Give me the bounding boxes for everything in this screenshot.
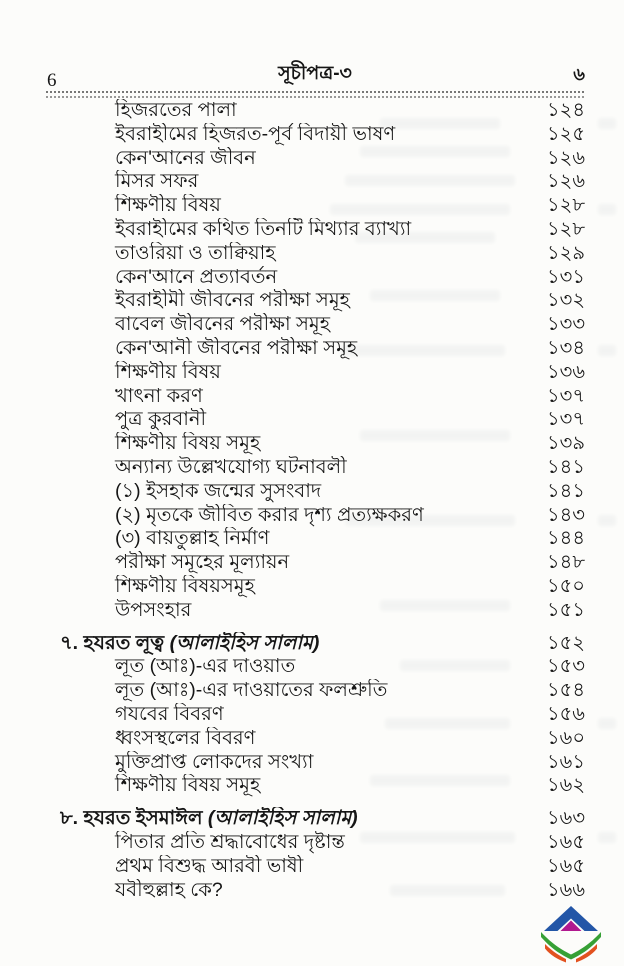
toc-entry-label: প্রথম বিশুদ্ধ আরবী ভাষী [115, 854, 304, 877]
toc-entry-page: ১৬৫ [547, 830, 585, 853]
bleed-through-artifact [598, 832, 616, 843]
toc-entry-label: কেন'আনের জীবন [115, 146, 256, 169]
toc-entry-label: উপসংহার [115, 598, 192, 621]
bleed-through-artifact [598, 515, 616, 526]
toc-entry-page: ১৪১ [547, 479, 585, 502]
toc-entry-page: ১৪৩ [547, 503, 585, 526]
toc-entry [45, 289, 585, 313]
header-right-page-number: ৬ [573, 64, 585, 84]
toc-entry-page: ১৫৩ [547, 655, 585, 678]
toc-entry-page: ১৬৩ [546, 807, 585, 830]
header-left-page-number: 6 [47, 70, 57, 91]
header-dotted-rule [45, 91, 586, 93]
toc-entry-label: মুক্তিপ্রাপ্ত লোকদের সংখ্যা [115, 750, 314, 773]
toc-entry-page: ১৪১ [547, 455, 585, 478]
toc-entry-label: কেন'আনী জীবনের পরীক্ষা সমূহ [115, 336, 358, 359]
toc-entry [45, 337, 585, 361]
toc-entry-label: ইবরাহীমের কথিত তিনটি মিথ্যার ব্যাখ্যা [115, 217, 412, 240]
toc-entry-label: ৭. হযরত লূত্ব [60, 631, 165, 654]
toc-section-header [45, 632, 585, 656]
toc-entry-page: ১৫০ [547, 574, 585, 597]
toc-entry [45, 456, 585, 480]
publisher-book-logo [538, 905, 604, 963]
toc-entry [45, 170, 585, 194]
toc-entry [45, 432, 585, 456]
toc-entry-label: শিক্ষণীয় বিষয় সমূহ [115, 774, 261, 797]
bleed-through-artifact [598, 718, 616, 729]
toc-entry-label: ইবরাহীমী জীবনের পরীক্ষা সমূহ [115, 289, 350, 312]
toc-entry-label: শিক্ষণীয় বিষয় [115, 360, 221, 383]
toc-entry [45, 879, 585, 903]
toc-entry-page: ১৩৭ [546, 408, 585, 431]
toc-entry-page: ১৫৪ [547, 679, 585, 702]
toc-entry [45, 679, 585, 703]
toc-entry-page: ১৬১ [547, 750, 585, 773]
toc-entry-label: পরীক্ষা সমূহের মূল্যায়ন [115, 551, 290, 574]
toc-entry [45, 751, 585, 775]
toc-entry-page: ১২৬ [546, 170, 585, 193]
toc-entry-label: গযবের বিবরণ [115, 702, 224, 725]
toc-entry-page: ১৩৬ [546, 360, 585, 383]
toc-entry-page: ১৩৯ [547, 432, 585, 455]
toc-entry [45, 194, 585, 218]
toc-entry [45, 504, 585, 528]
bleed-through-artifact [598, 345, 616, 356]
toc-entry-page: ১৫২ [547, 631, 585, 654]
toc-entry-label: লূত (আঃ)-এর দাওয়াতের ফলশ্রুতি [115, 679, 388, 702]
toc-entry [45, 703, 585, 727]
toc-entry [45, 655, 585, 679]
toc-entry [45, 385, 585, 409]
toc-entry-label: বাবেল জীবনের পরীক্ষা সমূহ [115, 313, 331, 336]
logo-book-icon [541, 932, 601, 960]
toc-entry-label: শিক্ষণীয় বিষয় [115, 194, 221, 217]
toc-entry-label: (৩) বায়তুল্লাহ নির্মাণ [115, 527, 270, 550]
toc-entry-label: কেন'আনে প্রত্যাবর্তন [115, 265, 278, 288]
toc-entry-label: পিতার প্রতি শ্রদ্ধাবোধের দৃষ্টান্ত [115, 830, 345, 853]
toc-entry-label: হিজরতের পালা [115, 99, 237, 121]
toc-entry-page: ১২৮ [547, 194, 585, 217]
toc-entry [45, 774, 585, 798]
toc-entry-page: ১২৬ [546, 146, 585, 169]
toc-entry [45, 551, 585, 575]
toc-entry [45, 123, 585, 147]
toc-entry-label: ৮. হযরত ইসমাঈল [60, 807, 203, 830]
toc-entry-page: ১৬৬ [546, 878, 585, 901]
toc-entry-label: খাৎনা করণ [115, 384, 203, 407]
toc-entry-page: ১৩১ [547, 265, 585, 288]
toc-entry [45, 361, 585, 385]
toc-entry-page: ১৬৫ [547, 854, 585, 877]
toc-entry-page: ১৪৮ [547, 551, 585, 574]
toc-entry-label: ইবরাহীমের হিজরত-পূর্ব বিদায়ী ভাষণ [115, 122, 396, 145]
toc-entry-label: পুত্র কুরবানী [115, 408, 207, 431]
toc-entry [45, 408, 585, 432]
toc-entry-page: ১৬০ [546, 726, 585, 749]
toc-entry-label: শিক্ষণীয় বিষয়সমূহ [115, 574, 255, 597]
toc-entry [45, 855, 585, 879]
toc-entry-label: ধ্বংসস্থলের বিবরণ [115, 726, 256, 749]
toc-entry-label: শিক্ষণীয় বিষয় সমূহ [115, 432, 261, 455]
toc-entry-label: (১) ইসহাক জন্মের সুসংবাদ [115, 479, 322, 502]
toc-entry-page: ১৪৪ [547, 527, 585, 550]
toc-entry [45, 218, 585, 242]
toc-entry-label: (২) মৃতকে জীবিত করার দৃশ্য প্রত্যক্ষকরণ [115, 503, 424, 526]
toc-entry [45, 313, 585, 337]
toc-entry [45, 575, 585, 599]
toc-entry [45, 831, 585, 855]
toc-entry-label: মিসর সফর [115, 170, 199, 193]
toc-entry-page: ১৫১ [547, 598, 585, 621]
toc-entry [45, 527, 585, 551]
toc-entry-page: ১২৫ [547, 122, 585, 145]
toc-entry-page: ১২৮ [547, 217, 585, 240]
bleed-through-artifact [598, 204, 616, 215]
bleed-through-artifact [598, 118, 616, 129]
toc-entry [45, 242, 585, 266]
toc-entry-label: তাওরিয়া ও তাক্বিয়াহ [115, 241, 276, 264]
toc-entry-label: লূত (আঃ)-এর দাওয়াত [115, 655, 296, 678]
toc-entry-page: ১২৯ [547, 241, 585, 264]
toc-entry-label: অন্যান্য উল্লেখযোগ্য ঘটনাবলী [115, 455, 347, 478]
toc-entry-suffix: (আলাইহিস সালাম) [202, 807, 358, 830]
toc-entry-page: ১৫৬ [547, 702, 585, 725]
toc-entry-suffix: (আলাইহিস সালাম) [164, 631, 320, 654]
toc-section-header [45, 807, 585, 831]
toc-list [45, 99, 585, 902]
toc-entry-page: ১৩২ [546, 289, 585, 312]
toc-entry [45, 599, 585, 623]
toc-entry [45, 99, 585, 123]
toc-entry-page: ১৩৭ [546, 384, 585, 407]
toc-entry [45, 147, 585, 171]
toc-entry-page: ১৩৪ [547, 336, 585, 359]
page-title: সূচীপত্র-৩ [278, 63, 352, 84]
toc-entry-page: ১৬২ [546, 774, 585, 797]
toc-entry [45, 266, 585, 290]
toc-entry-label: যবীহুল্লাহ কে? [115, 878, 223, 901]
toc-entry [45, 727, 585, 751]
toc-entry-page: ১২৪ [547, 99, 585, 121]
page-header [45, 63, 585, 92]
toc-entry-page: ১৩৩ [546, 313, 585, 336]
toc-entry [45, 480, 585, 504]
